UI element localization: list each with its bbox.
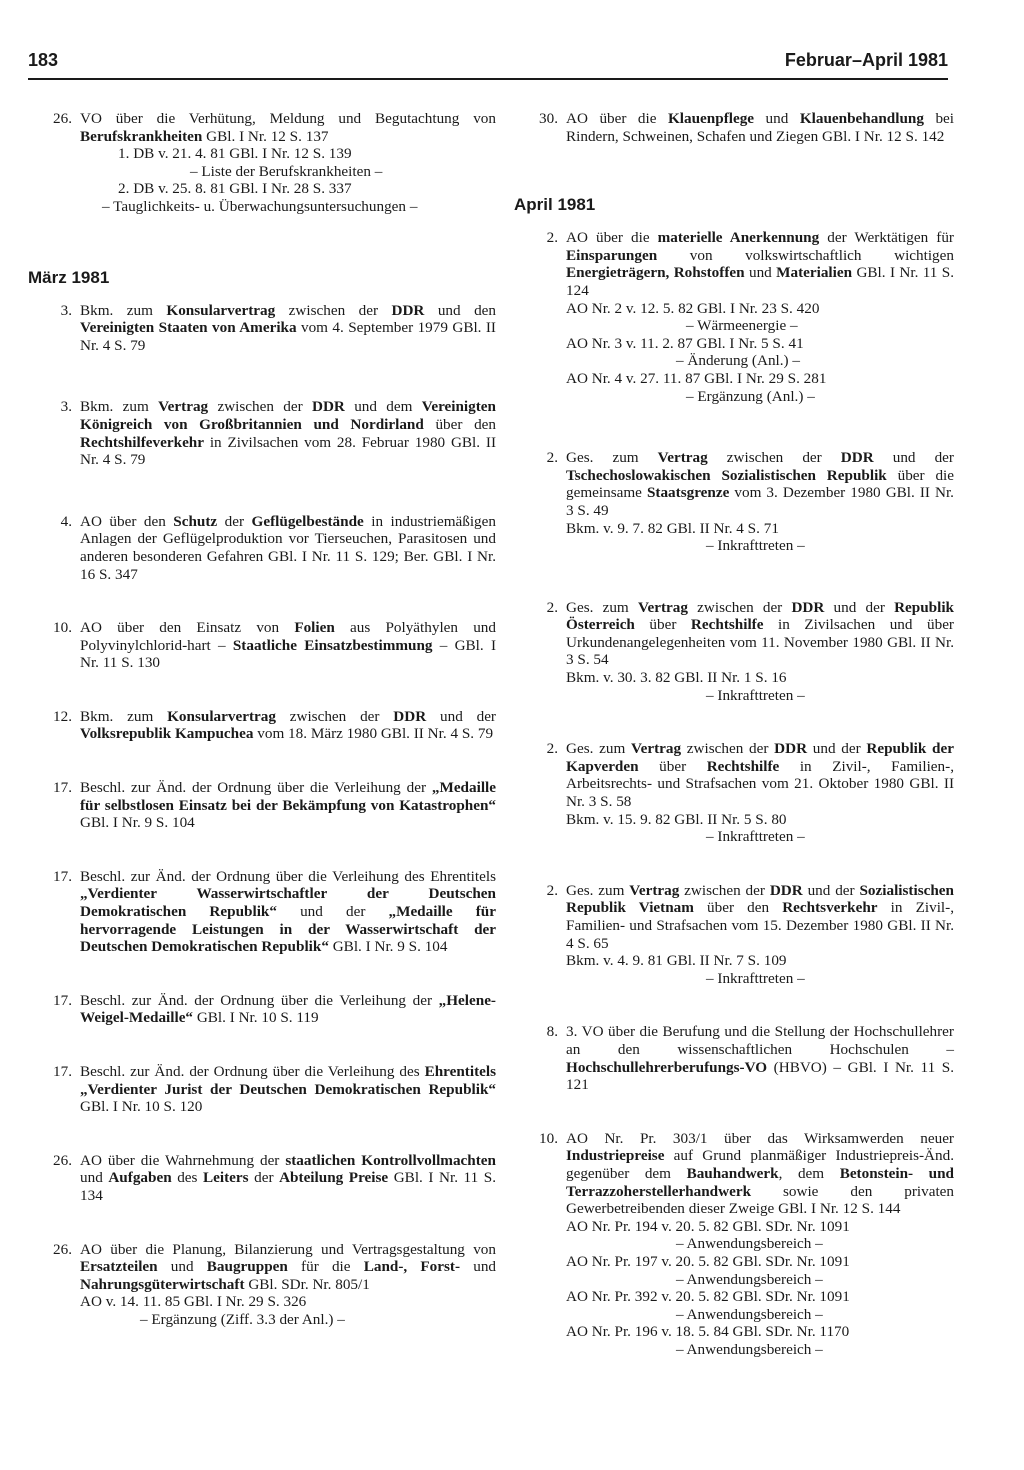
entry-keyword: Rechtshilfe bbox=[706, 757, 780, 775]
list-item bbox=[514, 599, 954, 705]
section-heading: März 1981 bbox=[28, 267, 110, 287]
entry-date: 3. bbox=[60, 301, 72, 319]
entry-text: Ges. zum Vertrag zwischen der DDR und der Republik Österreich über Rechtshilfe in Zivilsachen und über Urkundenangelegenheiten vom 11. November 1980 GBl. II Nr. 3 S. 54 bbox=[566, 598, 954, 669]
list-item bbox=[28, 779, 496, 832]
list-item bbox=[28, 619, 496, 672]
entry-keyword: „Helene-Weigel-Medaille“ bbox=[80, 991, 496, 1027]
entry-text: Beschl. zur Änd. der Ordnung über die Verleihung der „Helene-Weigel-Medaille“ GBl. I Nr. 10 S. 119 bbox=[80, 991, 496, 1027]
entry-date: 4. bbox=[60, 512, 72, 530]
entry-text: Ges. zum Vertrag zwischen der DDR und der Tschechoslowakischen Sozialistischen Republik über die gemeinsame Staatsgrenze vom 3. Dezember 1980 GBl. II Nr. 3 S. 49 bbox=[566, 449, 954, 519]
entry-keyword: Energieträgern, Rohstoffen bbox=[566, 264, 745, 282]
entry-amendment: Bkm. v. 4. 9. 81 GBl. II Nr. 7 S. 109 bbox=[566, 952, 787, 970]
entry-date: 10. bbox=[539, 1129, 558, 1147]
entry-amendment: AO Nr. Pr. 196 v. 18. 5. 84 GBl. SDr. Nr. 1170 bbox=[566, 1323, 850, 1341]
entry-keyword: Konsularvertrag bbox=[167, 707, 276, 725]
entry-text: Ges. zum Vertrag zwischen der DDR und der Republik der Kapverden über Rechtshilfe in Zivil-, Familien-, Arbeitsrechts- und Strafsachen vom 21. Oktober 1980 GBl. II Nr. 3 S. 58 bbox=[566, 740, 954, 811]
list-item bbox=[28, 1241, 496, 1329]
entry-keyword: Vereinigten Staaten von Amerika bbox=[80, 319, 297, 337]
entry-keyword: Folien bbox=[294, 619, 335, 637]
entry-body bbox=[80, 302, 496, 355]
entry-date: 2. bbox=[546, 449, 558, 467]
entry-text: AO über die Wahrnehmung der staatlichen Kontrollvollmachten und Aufgaben des Leiters der Abteilung Preise GBl. I Nr. 11 S. 134 bbox=[80, 1151, 496, 1204]
entry-date: 2. bbox=[546, 740, 558, 758]
entry-keyword: DDR bbox=[840, 449, 874, 467]
entry-amendment: – Inkrafttreten – bbox=[706, 828, 805, 846]
entry-text: Beschl. zur Änd. der Ordnung über die Verleihung der „Medaille für selbstlosen Einsatz bei der Bekämpfung von Katastrophen“ GBl. I Nr. 9 S. 104 bbox=[80, 779, 496, 832]
entry-keyword: Ehrentitels „Verdienter Jurist der Deutschen Demokratischen Republik“ bbox=[80, 1063, 496, 1098]
entry-keyword: „Verdienter Wasserwirtschaftler der Deutschen Demokratischen Republik“ bbox=[80, 885, 496, 921]
entry-keyword: Vertrag bbox=[629, 881, 680, 899]
entry-amendment: AO Nr. 2 v. 12. 5. 82 GBl. I Nr. 23 S. 420 bbox=[566, 299, 820, 317]
entry-date: 2. bbox=[546, 881, 558, 899]
list-item bbox=[514, 449, 954, 555]
entry-keyword: Vertrag bbox=[158, 398, 209, 416]
entry-keyword: DDR bbox=[774, 740, 808, 758]
entry-keyword: Vertrag bbox=[631, 740, 682, 758]
entry-amendment: – Inkrafttreten – bbox=[706, 686, 805, 704]
entry-body bbox=[566, 1023, 954, 1093]
entry-date: 2. bbox=[546, 229, 558, 247]
entry-text: AO über die Klauenpflege und Klauenbehandlung bei Rindern, Schweinen, Schafen und Ziegen GBl. I Nr. 12 S. 142 bbox=[566, 110, 954, 145]
entry-date: 26. bbox=[53, 1240, 72, 1258]
page-number: 183 bbox=[28, 50, 59, 70]
entry-body bbox=[80, 1241, 496, 1329]
entry-body bbox=[80, 110, 496, 216]
entry-text: VO über die Verhütung, Meldung und Begutachtung von Berufskrankheiten GBl. I Nr. 12 S. 137 bbox=[80, 110, 496, 145]
entry-keyword: Baugruppen bbox=[206, 1258, 288, 1276]
entry-body bbox=[80, 1152, 496, 1205]
entry-amendment: – Inkrafttreten – bbox=[706, 969, 805, 987]
entry-keyword: Vertrag bbox=[637, 598, 688, 616]
entry-text: AO Nr. Pr. 303/1 über das Wirksamwerden neuer Industriepreise auf Grund planmäßiger Industriepreis-Änd. gegenüber dem Bauhandwerk, dem Betonstein- und Terrazzoherstellerhandwerk sowie den privaten Gewerbetreibenden dieser Zweige GBl. I Nr. 12 S. 144 bbox=[566, 1129, 955, 1218]
entry-keyword: DDR bbox=[391, 301, 425, 319]
entry-amendment: 1. DB v. 21. 4. 81 GBl. I Nr. 12 S. 139 bbox=[118, 145, 352, 163]
entry-text: Bkm. zum Vertrag zwischen der DDR und dem Vereinigten Königreich von Großbritannien und Nordirland über den Rechtshilfeverkehr in Zivilsachen vom 28. Februar 1980 GBl. II Nr. 4 S. 79 bbox=[80, 398, 496, 469]
entry-amendment: – Anwendungsbereich – bbox=[676, 1270, 823, 1288]
entry-keyword: DDR bbox=[393, 707, 427, 725]
entry-amendment: – Anwendungsbereich – bbox=[676, 1235, 823, 1253]
page-header-title: Februar–April 1981 bbox=[784, 50, 948, 70]
entry-text: Bkm. zum Konsularvertrag zwischen der DDR und der Volksrepublik Kampuchea vom 18. März 1980 GBl. II Nr. 4 S. 79 bbox=[80, 707, 496, 743]
entry-keyword: Klauenbehandlung bbox=[799, 110, 924, 127]
entry-keyword: Rechtshilfe bbox=[690, 616, 764, 634]
entry-keyword: Staatliche Einsatzbestimmung bbox=[232, 636, 433, 654]
entry-body bbox=[566, 882, 954, 988]
entry-text: AO über die materielle Anerkennung der Werktätigen für Einsparungen von volkswirtschaftlich wichtigen Energieträgern, Rohstoffen und Materialien GBl. I Nr. 11 S. 124 bbox=[566, 229, 954, 299]
list-item bbox=[514, 229, 954, 405]
list-item bbox=[28, 1063, 496, 1116]
entry-amendment: – Tauglichkeits- u. Überwachungsuntersuchungen – bbox=[102, 197, 418, 215]
list-item bbox=[28, 513, 496, 583]
section-heading: April 1981 bbox=[514, 195, 596, 215]
entry-body bbox=[566, 449, 954, 555]
list-item bbox=[28, 868, 496, 956]
entry-body bbox=[80, 779, 496, 832]
entry-keyword: Rechtsverkehr bbox=[782, 899, 878, 917]
entry-keyword: Republik der Kapverden bbox=[566, 740, 954, 775]
entry-keyword: Materialien bbox=[776, 264, 853, 282]
entry-keyword: Hochschullehrerberufungs-VO bbox=[566, 1058, 768, 1076]
entry-amendment: AO Nr. Pr. 197 v. 20. 5. 82 GBl. SDr. Nr. 1091 bbox=[566, 1252, 850, 1270]
entry-amendment: Bkm. v. 15. 9. 82 GBl. II Nr. 5 S. 80 bbox=[566, 810, 787, 828]
entry-keyword: Vereinigten Königreich von Großbritannien und Nordirland bbox=[80, 398, 496, 433]
entry-body bbox=[80, 708, 496, 743]
list-item bbox=[28, 1152, 496, 1205]
list-item bbox=[514, 1023, 954, 1093]
entry-text: AO über den Schutz der Geflügelbestände in industriemäßigen Anlagen der Geflügelproduktion vor Tierseuchen, Parasitosen und anderen besonderen Gefahren GBl. I Nr. 11 S. 129; Ber. GBl. I Nr. 16 S. 347 bbox=[80, 512, 496, 583]
entry-body bbox=[566, 599, 954, 705]
entry-keyword: Staatsgrenze bbox=[646, 484, 730, 502]
entry-keyword: DDR bbox=[311, 398, 345, 416]
entry-keyword: Leiters bbox=[203, 1169, 249, 1187]
entry-keyword: Republik Österreich bbox=[566, 598, 954, 634]
entry-keyword: Schutz bbox=[173, 512, 218, 530]
entry-date: 2. bbox=[546, 598, 558, 616]
entry-text: Ges. zum Vertrag zwischen der DDR und der Sozialistischen Republik Vietnam über den Rechtsverkehr in Zivil-, Familien- und Strafsachen vom 15. Dezember 1980 GBl. II Nr. 4 S. 65 bbox=[566, 881, 954, 952]
list-item bbox=[514, 110, 954, 145]
entry-keyword: Vertrag bbox=[657, 449, 708, 467]
entry-keyword: Land-, Forst- bbox=[363, 1258, 461, 1276]
left-column bbox=[28, 102, 496, 1329]
entry-body bbox=[80, 868, 496, 956]
entry-date: 26. bbox=[53, 1151, 72, 1169]
entry-text: Beschl. zur Änd. der Ordnung über die Verleihung des Ehrentitels „Verdienter Jurist der Deutschen Demokratischen Republik“ GBl. I Nr. 10 S. 120 bbox=[80, 1063, 496, 1116]
entry-keyword: Nahrungsgüterwirtschaft bbox=[80, 1275, 245, 1293]
entry-keyword: materielle Anerkennung bbox=[657, 229, 820, 247]
entry-text: 3. VO über die Berufung und die Stellung der Hochschullehrer an den wissenschaftlichen Hochschulen – Hochschullehrerberufungs-VO (HBVO) – GBl. I Nr. 11 S. 121 bbox=[566, 1023, 954, 1094]
entry-amendment: AO Nr. Pr. 392 v. 20. 5. 82 GBl. SDr. Nr. 1091 bbox=[566, 1288, 850, 1306]
entry-keyword: Berufskrankheiten bbox=[80, 127, 203, 145]
entry-keyword: Tschechoslowakischen Sozialistischen Republik bbox=[566, 466, 887, 484]
entry-body bbox=[80, 398, 496, 468]
list-item bbox=[28, 398, 496, 468]
header-rule bbox=[28, 78, 948, 80]
entry-keyword: DDR bbox=[769, 881, 803, 899]
entry-date: 30. bbox=[539, 110, 558, 127]
entry-text: AO über die Planung, Bilanzierung und Vertragsgestaltung von Ersatzteilen und Baugruppen für die Land-, Forst- und Nahrungsgüterwirtschaft GBl. SDr. Nr. 805/1 bbox=[80, 1240, 497, 1293]
entry-body bbox=[566, 110, 954, 145]
entry-keyword: Industriepreise bbox=[566, 1147, 665, 1165]
entry-body bbox=[566, 229, 954, 405]
entry-keyword: staatlichen Kontrollvollmachten bbox=[285, 1151, 496, 1169]
entry-date: 12. bbox=[53, 707, 72, 725]
entry-keyword: „Medaille für hervorragende Leistungen in der Wasserwirtschaft der Deutschen Demokratischen Republik“ bbox=[80, 903, 496, 956]
entry-text: Bkm. zum Konsularvertrag zwischen der DDR und den Vereinigten Staaten von Amerika vom 4. September 1979 GBl. II Nr. 4 S. 79 bbox=[80, 301, 497, 354]
entry-keyword: Rechtshilfeverkehr bbox=[80, 433, 204, 451]
entry-amendment: AO Nr. Pr. 194 v. 20. 5. 82 GBl. SDr. Nr. 1091 bbox=[566, 1217, 850, 1235]
entry-amendment: – Liste der Berufskrankheiten – bbox=[190, 162, 383, 180]
entry-keyword: Einsparungen bbox=[566, 246, 658, 264]
right-column bbox=[514, 102, 954, 1358]
entry-keyword: Betonstein- und Terrazzoherstellerhandwerk bbox=[566, 1164, 955, 1200]
list-item bbox=[514, 882, 954, 988]
entry-amendment: 2. DB v. 25. 8. 81 GBl. I Nr. 28 S. 337 bbox=[118, 180, 352, 198]
entry-body bbox=[566, 740, 954, 846]
entry-date: 10. bbox=[53, 619, 72, 637]
entry-date: 8. bbox=[546, 1023, 558, 1041]
entry-body bbox=[80, 619, 496, 672]
entry-date: 17. bbox=[53, 779, 72, 797]
entry-keyword: Aufgaben bbox=[108, 1169, 172, 1187]
entry-date: 17. bbox=[53, 1063, 72, 1080]
entry-keyword: DDR bbox=[791, 598, 825, 616]
entry-keyword: „Medaille für selbstlosen Einsatz bei der Bekämpfung von Katastrophen“ bbox=[80, 779, 496, 814]
entry-body bbox=[80, 1063, 496, 1116]
list-item bbox=[28, 302, 496, 355]
entry-keyword: Bauhandwerk bbox=[686, 1164, 779, 1182]
entry-amendment: – Anwendungsbereich – bbox=[676, 1305, 823, 1323]
entry-amendment: – Änderung (Anl.) – bbox=[676, 352, 801, 370]
entry-date: 17. bbox=[53, 991, 72, 1009]
entry-keyword: Sozialistischen Republik Vietnam bbox=[566, 881, 954, 917]
entry-keyword: Abteilung Preise bbox=[279, 1169, 389, 1187]
entry-amendment: Bkm. v. 30. 3. 82 GBl. II Nr. 1 S. 16 bbox=[566, 669, 787, 687]
entry-text: AO über den Einsatz von Folien aus Polyäthylen und Polyvinylchlorid-hart – Staatliche Einsatzbestimmung – GBl. I Nr. 11 S. 130 bbox=[80, 619, 497, 672]
entry-amendment: – Ergänzung (Anl.) – bbox=[686, 387, 815, 405]
entry-keyword: Konsularvertrag bbox=[166, 301, 276, 319]
entry-keyword: Klauenpflege bbox=[667, 110, 755, 127]
entry-amendment: Bkm. v. 9. 7. 82 GBl. II Nr. 4 S. 71 bbox=[566, 519, 779, 537]
entry-date: 17. bbox=[53, 867, 72, 885]
entry-keyword: Volksrepublik Kampuchea bbox=[80, 725, 254, 743]
entry-amendment: – Anwendungsbereich – bbox=[676, 1340, 823, 1358]
list-item bbox=[28, 110, 496, 216]
entry-amendment: – Inkrafttreten – bbox=[706, 537, 805, 555]
list-item bbox=[514, 1130, 954, 1359]
entry-keyword: Ersatzteilen bbox=[80, 1258, 158, 1276]
entry-amendment: AO Nr. 4 v. 27. 11. 87 GBl. I Nr. 29 S. 281 bbox=[566, 369, 827, 387]
entry-date: 3. bbox=[60, 398, 72, 416]
entry-amendment: – Wärmeenergie – bbox=[686, 317, 798, 335]
list-item bbox=[28, 708, 496, 743]
list-item bbox=[28, 992, 496, 1027]
entry-date: 26. bbox=[53, 110, 72, 127]
entry-body bbox=[80, 513, 496, 583]
entry-keyword: Geflügelbestände bbox=[251, 512, 364, 530]
entry-text: Beschl. zur Änd. der Ordnung über die Verleihung des Ehrentitels „Verdienter Wasserwirtschaftler der Deutschen Demokratischen Republik“ und der „Medaille für hervorragende Leistungen in der Wasserwirtschaft der Deutschen Demokratischen Republik“ GBl. I Nr. 9 S. 104 bbox=[80, 867, 496, 956]
entry-amendment: AO v. 14. 11. 85 GBl. I Nr. 29 S. 326 bbox=[80, 1293, 307, 1311]
entry-amendment: – Ergänzung (Ziff. 3.3 der Anl.) – bbox=[140, 1310, 345, 1328]
entry-amendment: AO Nr. 3 v. 11. 2. 87 GBl. I Nr. 5 S. 41 bbox=[566, 334, 804, 352]
entry-body bbox=[566, 1130, 954, 1359]
entry-body bbox=[80, 992, 496, 1027]
list-item bbox=[514, 740, 954, 846]
